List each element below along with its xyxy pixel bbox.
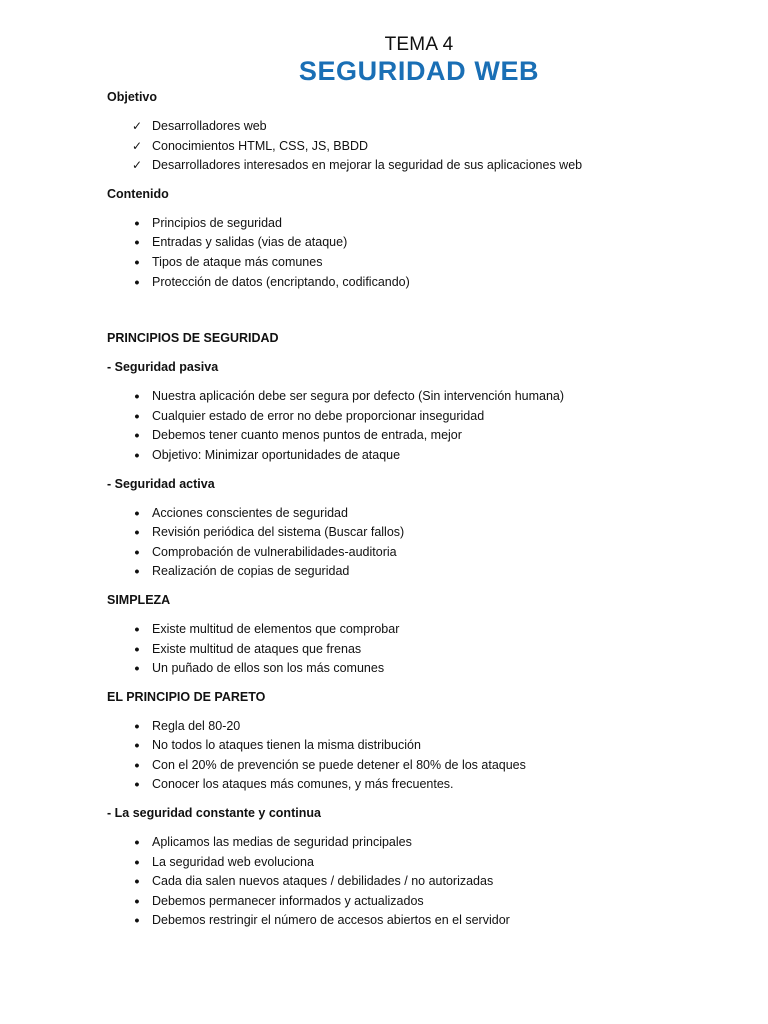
section-heading-pareto: EL PRINCIPIO DE PARETO xyxy=(107,689,266,704)
bullet-icon: • xyxy=(134,273,140,290)
checkmark-icon: ✓ xyxy=(131,138,143,153)
bullet-icon: • xyxy=(134,253,140,270)
list-item: • Debemos restringir el número de accesos abiertos en el servidor xyxy=(107,911,727,931)
bullet-icon: • xyxy=(134,427,140,444)
list-item: ✓ Conocimientos HTML, CSS, JS, BBDD xyxy=(107,137,727,157)
bullet-icon: • xyxy=(134,892,140,909)
bullet-icon: • xyxy=(134,504,140,521)
simpleza-list xyxy=(107,620,727,679)
seguridad-activa-list xyxy=(107,504,727,582)
section-heading-seguridad-pasiva: - Seguridad pasiva xyxy=(107,360,219,375)
bullet-icon: • xyxy=(134,620,140,637)
contenido-list xyxy=(107,214,727,292)
bullet-icon: • xyxy=(134,563,140,580)
list-item: • Conocer los ataques más comunes, y más frecuentes. xyxy=(107,775,727,795)
list-item: • La seguridad web evoluciona xyxy=(107,853,727,873)
list-item: • Objetivo: Minimizar oportunidades de ataque xyxy=(107,446,727,466)
bullet-icon: • xyxy=(134,873,140,890)
list-item: • Existe multitud de ataques que frenas xyxy=(107,640,727,660)
list-item: • Cada dia salen nuevos ataques / debilidades / no autorizadas xyxy=(107,872,727,892)
list-item: • Regla del 80-20 xyxy=(107,717,727,737)
bullet-icon: • xyxy=(134,214,140,231)
section-heading-principios: PRINCIPIOS DE SEGURIDAD xyxy=(107,331,279,346)
checkmark-icon: ✓ xyxy=(131,119,143,133)
list-item: • Debemos permanecer informados y actualizados xyxy=(107,892,727,912)
list-item: • Debemos tener cuanto menos puntos de entrada, mejor xyxy=(107,426,727,446)
section-heading-seguridad-activa: - Seguridad activa xyxy=(107,476,215,491)
bullet-icon: • xyxy=(134,834,140,851)
seguridad-constante-list xyxy=(107,833,727,931)
section-heading-simpleza: SIMPLEZA xyxy=(107,592,171,607)
list-item: • Existe multitud de elementos que comprobar xyxy=(107,620,727,640)
list-item: • No todos lo ataques tienen la misma distribución xyxy=(107,736,727,756)
list-item: • Nuestra aplicación debe ser segura por defecto (Sin intervención humana) xyxy=(107,387,727,407)
topic-number: TEMA 4 xyxy=(384,34,454,55)
bullet-icon: • xyxy=(134,446,140,463)
list-item: • Con el 20% de prevención se puede detener el 80% de los ataques xyxy=(107,756,727,776)
list-item: • Revisión periódica del sistema (Buscar fallos) xyxy=(107,523,727,543)
bullet-icon: • xyxy=(134,912,140,929)
seguridad-pasiva-list xyxy=(107,387,727,465)
list-item: • Entradas y salidas (vias de ataque) xyxy=(107,233,727,253)
bullet-icon: • xyxy=(134,388,140,405)
bullet-icon: • xyxy=(134,756,140,773)
list-item: • Cualquier estado de error no debe proporcionar inseguridad xyxy=(107,407,727,427)
list-item: • Principios de seguridad xyxy=(107,214,727,234)
bullet-icon: • xyxy=(134,737,140,754)
list-item: • Acciones conscientes de seguridad xyxy=(107,504,727,524)
list-item: • Aplicamos las medias de seguridad principales xyxy=(107,833,727,853)
bullet-icon: • xyxy=(134,524,140,541)
section-heading-seguridad-constante: - La seguridad constante y continua xyxy=(107,806,321,821)
document-title: SEGURIDAD WEB xyxy=(298,56,540,86)
bullet-icon: • xyxy=(134,853,140,870)
pareto-list xyxy=(107,717,727,795)
bullet-icon: • xyxy=(134,717,140,734)
list-item: • Protección de datos (encriptando, codificando) xyxy=(107,273,727,293)
objetivo-list xyxy=(107,117,727,176)
list-item: • Tipos de ataque más comunes xyxy=(107,253,727,273)
list-item: • Un puñado de ellos son los más comunes xyxy=(107,659,727,679)
checkmark-icon: ✓ xyxy=(131,158,143,173)
list-item: • Comprobación de vulnerabilidades-auditoria xyxy=(107,543,727,563)
list-item: • Realización de copias de seguridad xyxy=(107,562,727,582)
bullet-icon: • xyxy=(134,640,140,657)
bullet-icon: • xyxy=(134,234,140,251)
list-item: ✓ Desarrolladores interesados en mejorar la seguridad de sus aplicaciones web xyxy=(107,156,727,176)
section-heading-objetivo: Objetivo xyxy=(107,90,158,104)
bullet-icon: • xyxy=(134,660,140,677)
document-body xyxy=(107,88,727,931)
bullet-icon: • xyxy=(134,543,140,560)
bullet-icon: • xyxy=(134,776,140,793)
bullet-icon: • xyxy=(134,407,140,424)
list-item: ✓ Desarrolladores web xyxy=(107,117,727,137)
section-heading-contenido: Contenido xyxy=(107,186,169,201)
